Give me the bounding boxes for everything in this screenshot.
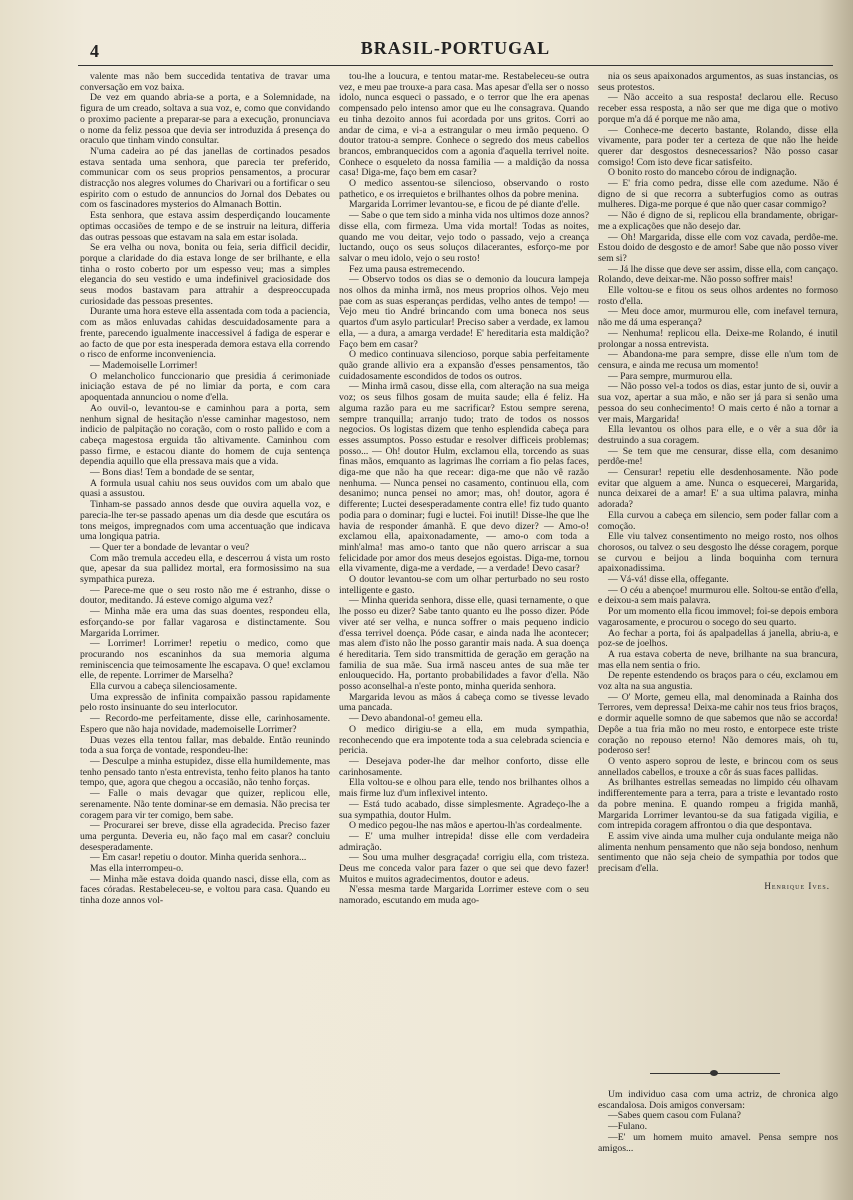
paragraph: — Recordo-me perfeitamente, disse elle, carinhosamente. Espero que não haja novidade, mademoiselle Lorrimer? bbox=[80, 713, 330, 735]
paragraph: — Desejava poder-lhe dar melhor conforto, disse elle carinhosamente. bbox=[339, 756, 589, 778]
paragraph: — Observo todos os dias se o demonio da loucura lampeja nos olhos da minha irmã, nos meus proprios olhos. Vejo meu pae com as suas esperanças perdidas, velho antes de tempo! — Vejo meu tio André brincando com uma boneca nos seus quartos d'um asylo particular! Preciso saber a verdade, ex lamou ella, — a dura, a amarga verdade! E' hereditaria esta maldição? Faço bem em casar? bbox=[339, 274, 589, 350]
paragraph: — E' uma mulher intrepida! disse elle com verdadeira admiração. bbox=[339, 830, 589, 853]
paragraph: valente mas não bem succedida tentativa de travar uma conversação em voz baixa. bbox=[80, 71, 330, 93]
paragraph: Uma expressão de infinita compaixão passou rapidamente pelo rosto insinuante do seu interlocutor. bbox=[80, 691, 330, 714]
anecdote-article bbox=[598, 1090, 838, 1154]
paragraph: — Não é digno de si, replicou ella brandamente, obrigar-me a explicações que não desejo dar. bbox=[598, 210, 838, 232]
paragraph: Durante uma hora esteve ella assentada com toda a paciencia, com as mãos enluvadas cahidas descuidadosamente para a frente, parecendo igualmente inaccessivel á fadiga de esperar e ao facto de que por esta inesperada demora estava ella correndo o risco de enforme inconveniencia. bbox=[80, 306, 330, 361]
paragraph: — Já lhe disse que deve ser assim, disse ella, com cançaço. Rolando, deve deixar-me. Não posso soffrer mais! bbox=[598, 263, 838, 286]
paragraph: — Censurar! repetiu elle desdenhosamente. Não pode evitar que alguem a ame. Nunca o esquecerei, Margarida, nunca deixarei de a amar! E' a sua ultima palavra, minha adorada? bbox=[598, 467, 838, 511]
header-rule bbox=[78, 65, 833, 66]
paragraph: — Quer ter a bondade de levantar o veu? bbox=[90, 541, 250, 553]
paragraph: Margarida Lorrimer levantou-se, e ficou de pé diante d'elle. bbox=[349, 199, 580, 211]
text-column-2 bbox=[339, 72, 589, 907]
paragraph: —Sabes quem casou com Fulana? bbox=[608, 1110, 741, 1122]
paragraph: — Nenhuma! replicou ella. Deixe-me Rolando, é inutil prolongar a nossa entrevista. bbox=[598, 327, 838, 350]
paragraph: — Lorrimer! Lorrimer! repetiu o medico, como que procurando nos escaninhos da sua memoria alguma reminiscencia que teimosamente lhe escapava. O que! exclamou elle, de repente. Lorrimer de Marselha? bbox=[80, 638, 330, 682]
paragraph: Duas vezes ella tentou fallar, mas debalde. Então reunindo toda a sua força de vontade, respondeu-lhe: bbox=[80, 734, 330, 757]
paragraph: Ao fechar a porta, foi ás apalpadellas á janella, abriu-a, e poz-se de joelhos. bbox=[598, 627, 838, 650]
text-column-1 bbox=[80, 72, 330, 907]
paragraph: — Conhece-me decerto bastante, Rolando, disse ella vivamente, para poder ter a certeza de que não lhe heide querer dar desgostos desnecessarios? Não posso casar comsigo! Com isto deve ficar satisfeito. bbox=[598, 124, 838, 168]
paragraph: O vento aspero soprou de leste, e brincou com os seus annellados cabellos, e trouxe a côr ás suas faces pallidas. bbox=[598, 756, 838, 778]
paragraph: O medico dirigiu-se a ella, em muda sympathia, reconhecendo que era impotente toda a sua celebrada sciencia e pericia. bbox=[339, 723, 589, 757]
paragraph: — Em casar! repetiu o doutor. Minha querida senhora... bbox=[90, 852, 307, 864]
paragraph: — Parece-me que o seu rosto não me é estranho, disse o doutor, meditando. Já esteve comigo alguma vez? bbox=[80, 584, 330, 607]
paragraph: — Abandona-me para sempre, disse elle n'um tom de censura, e ainda me recusa um momento! bbox=[598, 349, 838, 371]
paragraph: Ao ouvil-o, levantou-se e caminhou para a porta, sem nenhum signal de hesitação n'esse caminhar magestoso, nem indicio de palpitação no coração, com o rosto pallido e com a cabeça magestosa erguida tão altivamente. Caminhou com passo firme, e estacou diante do homem de cuja sentença dependia aquillo que ella pressava mais que a vida. bbox=[80, 402, 330, 468]
paragraph: — Para sempre, murmurou ella. bbox=[608, 370, 733, 382]
paragraph: Esta senhora, que estava assim desperdiçando loucamente optimas occasiões de tempo e de se instruir na leitura, differia das outras pessoas que estavam na sala em estar isolada. bbox=[80, 210, 330, 243]
paragraph: — Bons dias! Tem a bondade de se sentar, bbox=[90, 467, 255, 479]
paragraph: — Falle o mais devagar que quizer, replicou elle, serenamente. Não tente dominar-se em demasia. Não precisa ter coragem para vir ter comigo, bem sabe. bbox=[80, 788, 330, 821]
text-column-3 bbox=[598, 72, 838, 891]
page-number: 4 bbox=[90, 41, 99, 61]
paragraph: O medico pegou-lhe nas mãos e apertou-lh'as cordealmente. bbox=[349, 820, 583, 832]
paragraph: O medico assentou-se silencioso, observando o rosto pathetico, e os irrequietos e brilhantes olhos da pobre menina. bbox=[339, 178, 589, 200]
paragraph: — Minha mãe era uma das suas doentes, respondeu ella, esforçando-se por fallar vagarosa e distinctamente. Sou Margarida Lorrimer. bbox=[80, 606, 330, 639]
paragraph: Por um momento ella ficou immovel; foi-se depois embora vagarosamente, e procurou o socego do seu quarto. bbox=[598, 606, 838, 628]
paragraph: — Sabe o que tem sido a minha vida nos ultimos doze annos? disse ella, com firmeza. Uma vida mortal! Todas as noites, quando me vou deitar, vejo todo o passado, vejo a creança luctando, ouço os seus soluços dilacerantes, esforço-me por salvar o meu idolo, vejo o seu rosto! bbox=[339, 210, 589, 264]
paragraph: A rua estava coberta de neve, brilhante na sua brancura, mas ella nem sentia o frio. bbox=[598, 648, 838, 671]
masthead-title: BRASIL-PORTUGAL bbox=[360, 38, 551, 58]
paragraph: — O' Morte, gemeu ella, mal denominada a Rainha dos Terrores, vem depressa! Deixa-me cahir nos teus frios braços, e dormir aquelle somno de que sabemos que não se accorda! Depôe a tua fria mão no meu rosto, e entorpece este triste coração no repouso eterno! Não demores mais, oh tu, poderoso ser! bbox=[598, 691, 838, 757]
paragraph: nia os seus apaixonados argumentos, as suas instancias, os seus protestos. bbox=[598, 71, 838, 93]
paragraph: De vez em quando abria-se a porta, e a Solemnidade, na figura de um creado, soltava a sua voz, e, como que convidando o proximo paciente a preparar-se para a execução, pronunciava o nome da feliz pessoa que devia ser introduzida á presença do oraculo que tinham vindo consultar. bbox=[80, 92, 330, 147]
paragraph: —Fulano. bbox=[608, 1121, 648, 1133]
paragraph: E assim vive ainda uma mulher cuja ondulante meiga não alimenta nenhum pensamento que não seja bondoso, nenhum sentimento que não seja cheio de sympathia por todos que precisam d'ella. bbox=[598, 830, 838, 875]
paragraph: — Oh! Margarida, disse elle com voz cavada, perdôe-me. Estou doido de desgosto e de amor! Sabe que não posso viver sem si? bbox=[598, 231, 838, 264]
paragraph: Ella curvou a cabeça em silencio, sem poder fallar com a comoção. bbox=[598, 509, 838, 532]
paragraph: Um individuo casa com uma actriz, de chronica algo escandalosa. Dois amigos conversam: bbox=[598, 1089, 838, 1111]
paragraph: Elle viu talvez consentimento no meigo rosto, nos olhos chorosos, ou talvez o seu desgosto lhe désse coragem, porque se curvou e beijou a linda boquinha com ternura apaixonadissima. bbox=[598, 531, 838, 575]
paragraph: — Devo abandonal-o! gemeu ella. bbox=[349, 713, 483, 725]
paragraph: —E' um homem muito amavel. Pensa sempre nos amigos... bbox=[598, 1131, 838, 1154]
paragraph: — Minha querida senhora, disse elle, quasi ternamente, o que lhe posso eu dizer? Sabe tanto quanto eu lhe posso dizer. Póde viver até ser velha, e nunca soffrer o mais pequeno indicio d'essa terrivel doença. Póde casar, e ainda nada lhe acontecer; mas alem d'isto não lhe posso garantir mais nada. A sua doença é hereditaria. Tem sido transmittida de geração em geração na familia de sua mãe. Sua irmã nasceu antes de sua mãe ter enlouquecido. Ha, portanto probabilidades a favor d'ella. Não posso aconselhal-a n'este ponto, minha querida senhora. bbox=[339, 595, 589, 693]
paragraph: O medico continuava silencioso, porque sabia perfeitamente quão grande allivio era a expansão d'esses pensamentos, tão cuidadosamente escondidos de todos os outros. bbox=[339, 349, 589, 382]
paragraph: Ella curvou a cabeça silenciosamente. bbox=[90, 681, 238, 693]
author-signature: Henrique Ives. bbox=[764, 880, 830, 891]
paragraph: Com mão tremula accedeu ella, e descerrou á vista um rosto que, apesar da sua pallidez mortal, era formosissimo na sua sympathica pureza. bbox=[80, 552, 330, 586]
paragraph: As brilhantes estrellas semeadas no limpido céu olhavam indifferentemente para a terra, para a triste e levantado rosto da pobre menina. E quando rompeu a frigida manhã, Margarida Lorrimer levantou-se da sua fatigada vigilia, e com intrepida coragem affrontou o dia que despontava. bbox=[598, 777, 838, 832]
paragraph: tou-lhe a loucura, e tentou matar-me. Restabeleceu-se outra vez, e meu pae trouxe-a para casa. Mas apesar d'ella ser o nosso idolo, nunca esqueci o passado, e o terror que lhe era apenas compensado pelo intenso amor que eu lhe consagrava. Quando eu tinha dezoito annos fui acordada por uns gritos. Corri ao andar de cima, e vi-a a estrangular o meu irmão pequeno. O doutor tratou-a sempre. Conhece o segredo dos meus cabellos brancos, embranquecidos com a agonia d'aquella terrivel noite. Conhece o esqueleto da nossa familia — a maldição da nossa casa! Diga-me, faço bem em casar? bbox=[339, 71, 589, 179]
paragraph: — Minha irmã casou, disse ella, com alteração na sua meiga voz; os seus filhos gosam de muita saude; ella é feliz. Ha alguma razão para eu me sacrificar? Estou sempre serena, sempre tranquilla; arranjo tudo; trato de todos os nossos negocios. Os logistas dizem que tenho esplendida cabeça para esses assumptos. Posso estudar e resolver difficeis problemas; posso... — Oh! doutor Hulm, exclamou ella, torcendo as suas finas mãos, emquanto as lagrimas lhe corriam a fio pelas faces, diga-me que não ha que recear: diga-me que não vê razão nenhuma. — Nunca pensei no casamento, continuou ella, com desanimo; nunca pensei no amor; mas, oh! doutor, agora é differente; Luctei desesperadamente contra elle! fiz tudo quanto podia para o dominar; fugi e luctei. Foi inutil! Disse-lhe que lhe havia de responder ámanhã. E que devo dizer? — Amo-o! exclamou ella, apaixonadamente, — amo-o com toda a minh'alma! mas amo-o tanto que não quero arriscar a sua felicidade por amor dos meus desejos egoistas. Diga-me, tornou ella vivamente, diga-me a verdade, — a verdade! Devo casar? bbox=[339, 381, 589, 575]
paragraph: Ella levantou os olhos para elle, e o vêr a sua dôr ia destruindo a sua coragem. bbox=[598, 424, 838, 446]
paragraph: — Sou uma mulher desgraçada! corrigiu ella, com tristeza. Deus me conceda valor para fazer o que sei que devo fazer! Muitos e muitos agradecimentos, doutor e adeus. bbox=[339, 852, 589, 885]
page-header bbox=[78, 38, 833, 68]
paragraph: — Meu doce amor, murmurou elle, com inefavel ternura, não me dá uma esperança? bbox=[598, 306, 838, 329]
paragraph: — Minha mãe estava doida quando nasci, disse ella, com as faces córadas. Restabeleceu-se, e voltou para casa. Quando eu tinha doze annos vol- bbox=[80, 873, 330, 907]
paragraph: — O céu a abençoe! murmurou elle. Soltou-se então d'ella, e deixou-a sem mais palavra. bbox=[598, 584, 838, 607]
paragraph: Margarida levou as mãos á cabeça como se tivesse levado uma pancada. bbox=[339, 691, 589, 714]
paragraph: Tinham-se passado annos desde que ouvira aquella voz, e parecia-lhe ter-se passado apenas um dia desde que escutára os tons meigos, impregnados com uma accentuação que indicava uma longiqua patria. bbox=[80, 499, 330, 543]
paragraph: — Mademoiselle Lorrimer! bbox=[90, 359, 198, 371]
paragraph: — Está tudo acabado, disse simplesmente. Agradeço-lhe a sua sympathia, doutor Hulm. bbox=[339, 798, 589, 821]
paragraph: N'essa mesma tarde Margarida Lorrimer esteve com o seu namorado, escutando em muda ago- bbox=[339, 884, 589, 907]
paragraph: — Desculpe a minha estupidez, disse ella humildemente, mas tenho pensado tanto n'esta entrevista, tenho feito planos ha tanto tempo, que, agora que chegou a occasião, não tenho forças. bbox=[80, 756, 330, 789]
paragraph: — E' fria como pedra, disse elle com azedume. Não é digno de si que recorra a subterfugios como as outras mulheres. Diga-me porque é que não quer casar commigo? bbox=[598, 178, 838, 211]
paragraph: Fez uma pausa estremecendo. bbox=[349, 263, 465, 275]
paragraph: Mas ella interrompeu-o. bbox=[90, 863, 184, 875]
paragraph: — Não acceito a sua resposta! declarou elle. Recuso receber essa resposta, a não ser que me diga que o motivo porque m'a dá é porque me não ama, bbox=[598, 92, 838, 125]
paragraph: — Se tem que me censurar, disse ella, com desanimo perdôe-me! bbox=[598, 445, 838, 468]
paragraph: Elle voltou-se e fitou os seus olhos ardentes no formoso rosto d'ella. bbox=[598, 285, 838, 307]
paragraph: Se era velha ou nova, bonita ou feia, seria difficil decidir, porque a claridade do dia estava longe de ser brilhante, e ella tinha o rosto coberto por um espesso veu; mas a simples elegancia do seu vestido e uma indefinivel graciosidade dos seus modos bastavam para attrahir a despreoccupada curiosidade das pessoas presentes. bbox=[80, 242, 330, 307]
section-divider bbox=[650, 1068, 780, 1078]
paragraph: O bonito rosto do mancebo córou de indignação. bbox=[608, 167, 797, 179]
paragraph: Ella voltou-se e olhou para elle, tendo nos brilhantes olhos a mais firme luz d'um inflexivel intento. bbox=[339, 777, 589, 800]
paragraph: — Procurarei ser breve, disse ella agradecida. Preciso fazer uma pergunta. Deveria eu, não faço mal em casar? concluiu desesperadamente. bbox=[80, 820, 330, 853]
paragraph: De repente estendendo os braços para o céu, exclamou em voz alta na sua angustia. bbox=[598, 670, 838, 693]
paragraph: — Vá-vá! disse ella, offegante. bbox=[608, 574, 729, 586]
paragraph: O doutor levantou-se com um olhar perturbado no seu rosto intelligente e gasto. bbox=[339, 574, 589, 596]
paragraph: O melancholico funccionario que presidia á cerimoniade iniciação estava de pé no limiar da porta, e com cara apoquentada annunciou o nome d'ella. bbox=[80, 370, 330, 404]
paragraph: A formula usual cahiu nos seus ouvidos com um abalo que quasi a assustou. bbox=[80, 477, 330, 500]
paragraph: — Não posso vel-a todos os dias, estar junto de si, ouvir a sua voz, apertar a sua mão, e não ser já para si senão uma pessoa do seu conhecimento! O mais certo é não a tornar a ver mais, Margarida! bbox=[598, 381, 838, 425]
paragraph: N'uma cadeira ao pé das janellas de cortinados pesados estava sentada uma senhora, que parecia ter preferido, communicar com os seus proprios pensamentos, a procurar distracção nos alegres volumes do Charivari ou a fortificar o seu espirito com o estudo de annuncios do Jornal dos Debates ou com os fascinadores mysterios do Almanach Bottin. bbox=[80, 145, 330, 211]
